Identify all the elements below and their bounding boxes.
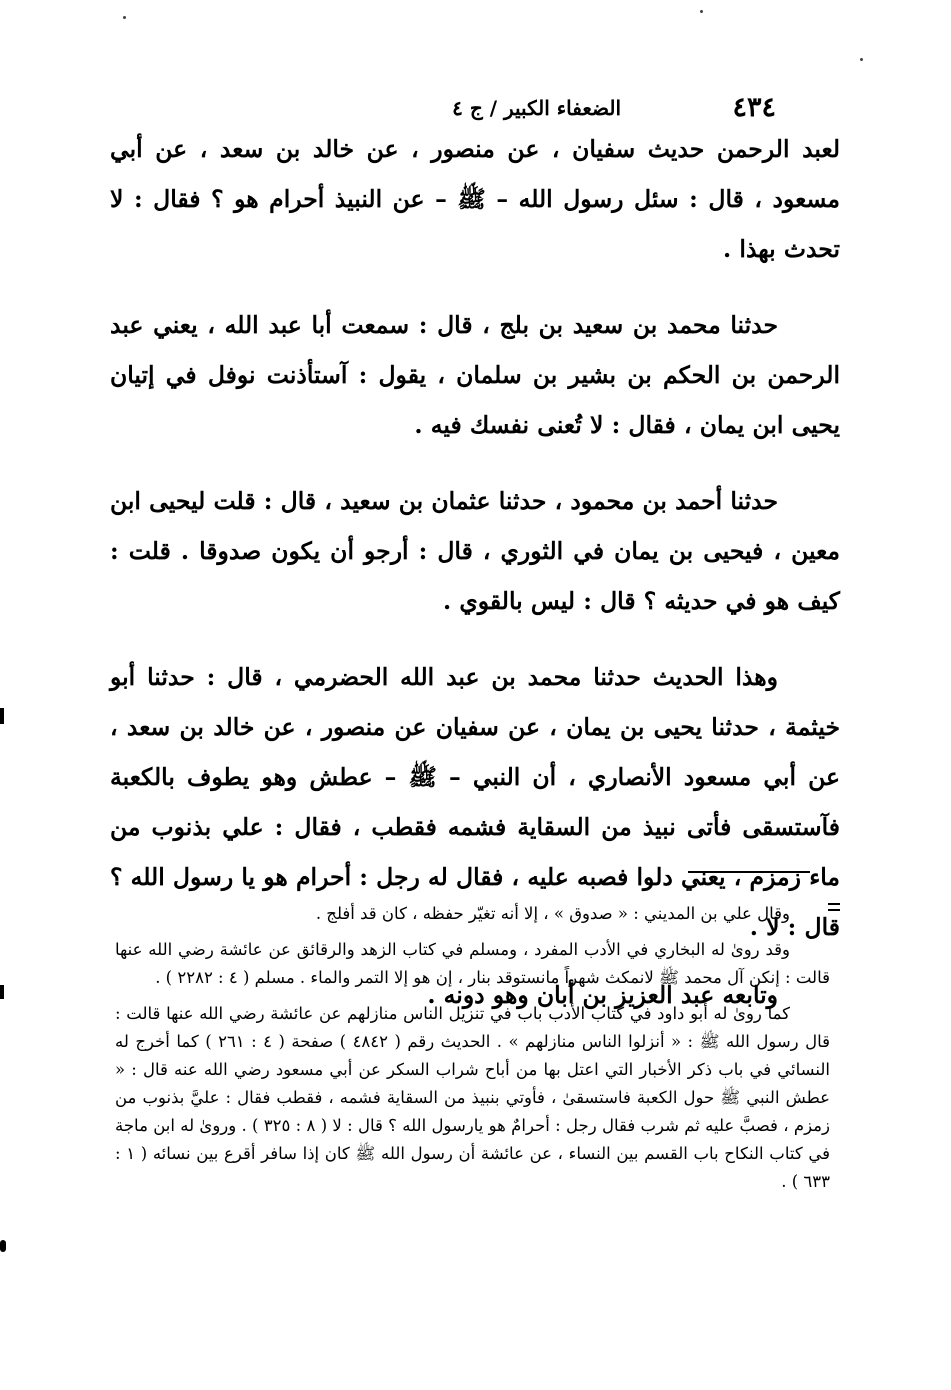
scan-speck (860, 58, 863, 61)
binding-mark (0, 708, 4, 724)
body-paragraph: وتابعه عبد العزيز بن أبان وهو دونه . (427, 981, 778, 1009)
scan-speck (700, 10, 703, 13)
scan-speck (123, 16, 126, 19)
page-number: ٤٣٤ (732, 92, 776, 123)
body-paragraph: حدثنا محمد بن سعيد بن بلج ، قال : سمعت أبا عبد الله ، يعني عبد الرحمن بن الحكم بن بشير بن سلمان ، يقول : آستأذنت نوفل في إتيان يحيى ابن يمان ، فقال : لا تُعنى نفسك فيه . (110, 311, 840, 439)
body-paragraph: لعبد الرحمن حديث سفيان ، عن منصور ، عن خالد بن سعد ، عن أبي مسعود ، قال : سئل رسول الله – ﷺ – عن النبيذ أحرام هو ؟ فقال : لا تحدث بهذا . (110, 135, 840, 263)
body-paragraph: حدثنا أحمد بن محمود ، حدثنا عثمان بن سعيد ، قال : قلت ليحيى ابن معين ، فيحيى بن يمان في الثوري ، قال : أرجو أن يكون صدوقا . قلت : كيف هو في حديثه ؟ قال : ليس بالقوي . (110, 487, 840, 615)
binding-mark (0, 985, 4, 999)
footnote-paragraph: وقال علي بن المديني : « صدوق » ، إلا أنه تغيّر حفظه ، كان قد أفلج . (315, 904, 790, 923)
body-paragraph: وهذا الحديث حدثنا محمد بن عبد الله الحضرمي ، قال : حدثنا أبو خيثمة ، حدثنا يحيى بن يمان ، عن سفيان عن منصور ، عن خالد بن سعد ، عن أبي مسعود الأنصاري ، أن النبي – ﷺ – عطش وهو يطوف بالكعبة فآستسقى فأتى نبيذ من السقاية فشمه فقطب ، فقال : علي بذنوب من ماء زمزم ، يعني دلوا فصبه عليه ، فقال له رجل : أحرام هو يا رسول الله ؟ قال : لا . (110, 663, 840, 941)
footnotes (115, 900, 830, 1196)
main-text (110, 124, 840, 1020)
footnote-paragraph: كما روىٰ له أبو داود في كتاب الأدب باب في تنزيل الناس منازلهم عن عائشة رضي الله عنها قالت : قال رسول الله ﷺ : « أنزلوا الناس منازلهم » . الحديث رقم ( ٤٨٤٢ ) صفحة ( ٤ : ٢٦١ ) كما أخرج له النسائي في باب ذكر الأخبار التي اعتل بها من أباح شراب السكر عن أبي مسعود رضي الله عنه قال : « عطش النبي ﷺ حول الكعبة فاستسقىٰ ، فأوتي بنبيذ من السقاية فشمه ، فقطب فقال : عليَّ بذنوب من زمزم ، فصبَّ عليه ثم شرب فقال رجل : أحرامٌ هو يارسول الله ؟ قال : لا ( ٨ : ٣٢٥ ) . وروىٰ له ابن ماجة في كتاب النكاح باب القسم بين النساء ، عن عائشة أن رسول الله ﷺ كان إذا سافر أقرع بين نسائه ( ١ : ٦٣٣ ) . (115, 1004, 830, 1191)
running-title: الضعفاء الكبير / ج ٤ (452, 96, 621, 120)
page-header (0, 92, 951, 126)
footnote-paragraph: وقد روىٰ له البخاري في الأدب المفرد ، ومسلم في كتاب الزهد والرقائق عن عائشة رضي الله عنها قالت : إنكن آل محمد ﷺ لانمكث شهراً مانستوقد بنار ، إن هو إلا التمر والماء . مسلم ( ٤ : ٢٢٨٢ ) . (115, 940, 830, 987)
footnote-divider (688, 871, 810, 873)
binding-mark (0, 1240, 6, 1252)
